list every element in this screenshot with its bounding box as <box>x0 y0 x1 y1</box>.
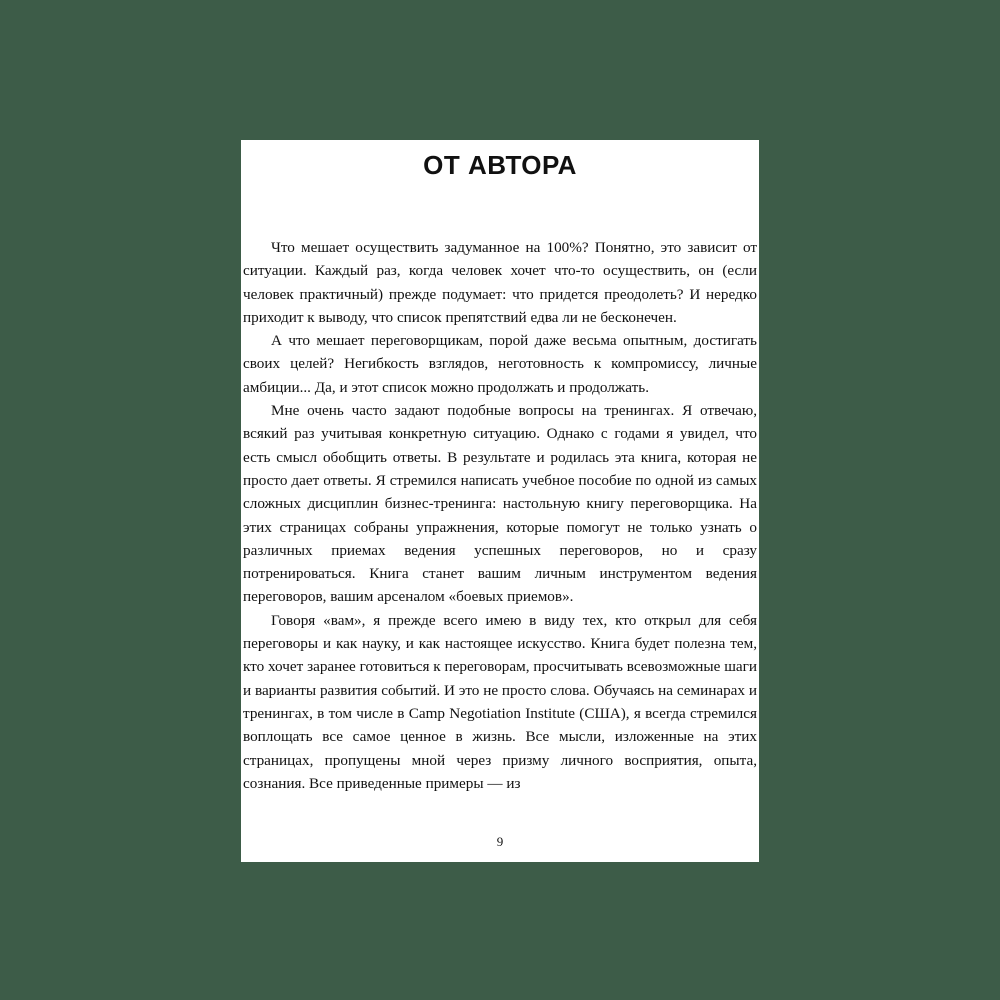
paragraph-1: Что мешает осуществить задуманное на 100%? Понятно, это зависит от ситуации. Каждый раз, когда человек хочет что-то осуществить, он (если человек практичный) прежде подумает: что придется преодолеть? И нередко приходит к выводу, что список препятствий едва ли не бесконечен. <box>243 239 757 326</box>
page-title: ОТ АВТОРА <box>423 150 577 180</box>
page-number: 9 <box>496 834 504 849</box>
page-body <box>241 236 759 795</box>
paragraph-4: Говоря «вам», я прежде всего имею в виду тех, кто открыл для себя переговоры и как науку, и как настоящее искусство. Книга будет полезна тем, кто хочет заранее готовиться к переговорам, просчитывать всевозможные шаги и варианты развития событий. И это не просто слова. Обучаясь на семинарах и тренингах, в том числе в Camp Negotiation Institute (США), я всегда стремился воплощать все самое ценное в жизнь. Все мысли, изложенные на этих страницах, пропущены мной через призму личного восприятия, опыта, сознания. Все приведенные примеры — из <box>243 611 757 792</box>
paragraph-3: Мне очень часто задают подобные вопросы на тренингах. Я отвечаю, всякий раз учитывая конкретную ситуацию. Однако с годами я увидел, что есть смысл обобщить ответы. В результате и родилась эта книга, которая не просто дает ответы. Я стремился написать учебное пособие по одной из самых сложных дисциплин бизнес-тренинга: настольную книгу переговорщика. На этих страницах собраны упражнения, которые помогут не только узнать о различных приемах ведения успешных переговоров, но и сразу потренироваться. Книга станет вашим личным инструментом ведения переговоров, вашим арсеналом «боевых приемов». <box>243 402 757 606</box>
paragraph-2: А что мешает переговорщикам, порой даже весьма опытным, достигать своих целей? Негибкость взглядов, неготовность к компромиссу, личные амбиции... Да, и этот список можно продолжать и продолжать. <box>243 332 757 396</box>
book-page <box>241 140 759 862</box>
